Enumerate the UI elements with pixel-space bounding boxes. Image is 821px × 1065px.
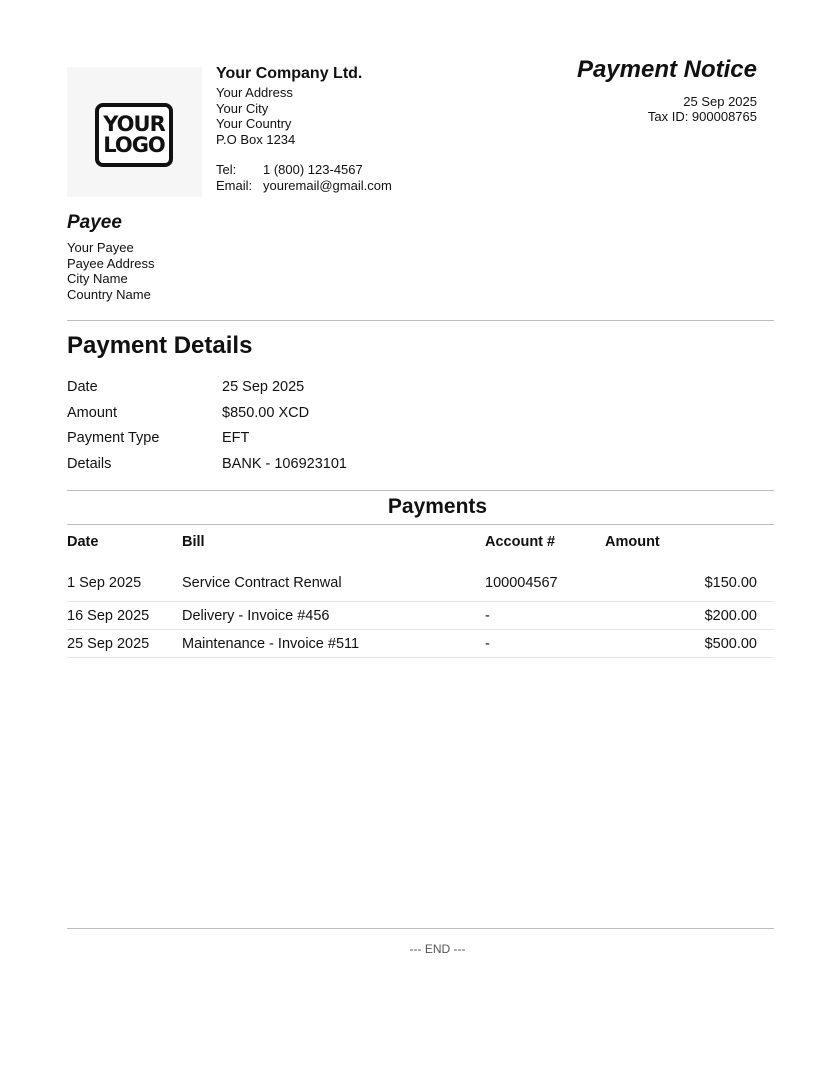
column-header-account: Account #	[485, 534, 556, 550]
row-date: 25 Sep 2025	[67, 630, 182, 658]
detail-value: EFT	[222, 430, 250, 446]
detail-label: Date	[67, 379, 98, 395]
company-country: Your Country	[216, 116, 292, 131]
divider	[67, 490, 774, 491]
payment-details-title: Payment Details	[67, 332, 253, 359]
table-row	[67, 560, 774, 602]
company-tel-row	[216, 162, 392, 178]
table-row	[67, 630, 774, 658]
payment-details-list	[67, 378, 347, 480]
detail-label: Payment Type	[67, 430, 160, 446]
row-date: 16 Sep 2025	[67, 602, 182, 630]
row-account: 100004567	[485, 560, 605, 602]
logo-text-line-2: LOGO	[103, 133, 165, 157]
row-account: -	[485, 602, 605, 630]
detail-row-amount	[67, 404, 347, 430]
column-header-date: Date	[67, 534, 99, 550]
detail-value: 25 Sep 2025	[222, 379, 305, 395]
row-bill: Service Contract Renwal	[182, 560, 485, 602]
notice-date: 25 Sep 2025	[683, 94, 757, 109]
row-account: -	[485, 630, 605, 658]
company-logo	[67, 67, 202, 197]
payments-table	[67, 534, 774, 658]
logo-mark	[95, 103, 173, 167]
row-date: 1 Sep 2025	[67, 560, 182, 602]
divider	[67, 320, 774, 321]
email-label: Email:	[216, 178, 253, 193]
payee-address: Payee Address	[67, 255, 155, 271]
divider	[67, 524, 774, 525]
footer-divider	[67, 928, 774, 929]
detail-label: Amount	[67, 404, 117, 421]
company-info	[216, 65, 392, 194]
payee-city: City Name	[67, 271, 128, 287]
email-value: youremail@gmail.com	[263, 178, 392, 193]
company-email-row	[216, 178, 392, 194]
logo-text-line-1: YOUR	[103, 112, 165, 136]
row-amount: $150.00	[605, 560, 774, 602]
tel-label: Tel:	[216, 162, 237, 177]
payment-notice-header	[577, 56, 757, 124]
table-row	[67, 602, 774, 630]
row-bill: Maintenance - Invoice #511	[182, 630, 485, 658]
row-amount: $500.00	[605, 630, 774, 658]
company-city: Your City	[216, 100, 269, 116]
column-header-bill: Bill	[182, 534, 205, 550]
detail-label: Details	[67, 455, 112, 472]
payments-title: Payments	[387, 495, 488, 518]
detail-value: $850.00 XCD	[222, 404, 310, 421]
payee-title: Payee	[67, 212, 122, 233]
table-header-row	[67, 534, 774, 560]
detail-row-details	[67, 455, 347, 481]
payee-name: Your Payee	[67, 240, 134, 255]
notice-title: Payment Notice	[576, 56, 757, 83]
payee-country: Country Name	[67, 287, 151, 303]
row-bill: Delivery - Invoice #456	[182, 602, 485, 630]
detail-value: BANK - 106923101	[222, 455, 347, 472]
column-header-amount: Amount	[605, 534, 660, 550]
notice-tax-id: Tax ID: 900008765	[647, 109, 757, 124]
company-po-box: P.O Box 1234	[216, 131, 296, 147]
tel-value: 1 (800) 123-4567	[263, 162, 363, 177]
detail-row-payment-type	[67, 429, 347, 455]
company-address: Your Address	[216, 85, 293, 100]
row-amount: $200.00	[605, 602, 774, 630]
payee-block	[67, 212, 154, 303]
end-marker: --- END ---	[409, 942, 466, 956]
company-name: Your Company Ltd.	[216, 65, 363, 82]
detail-row-date	[67, 378, 347, 404]
